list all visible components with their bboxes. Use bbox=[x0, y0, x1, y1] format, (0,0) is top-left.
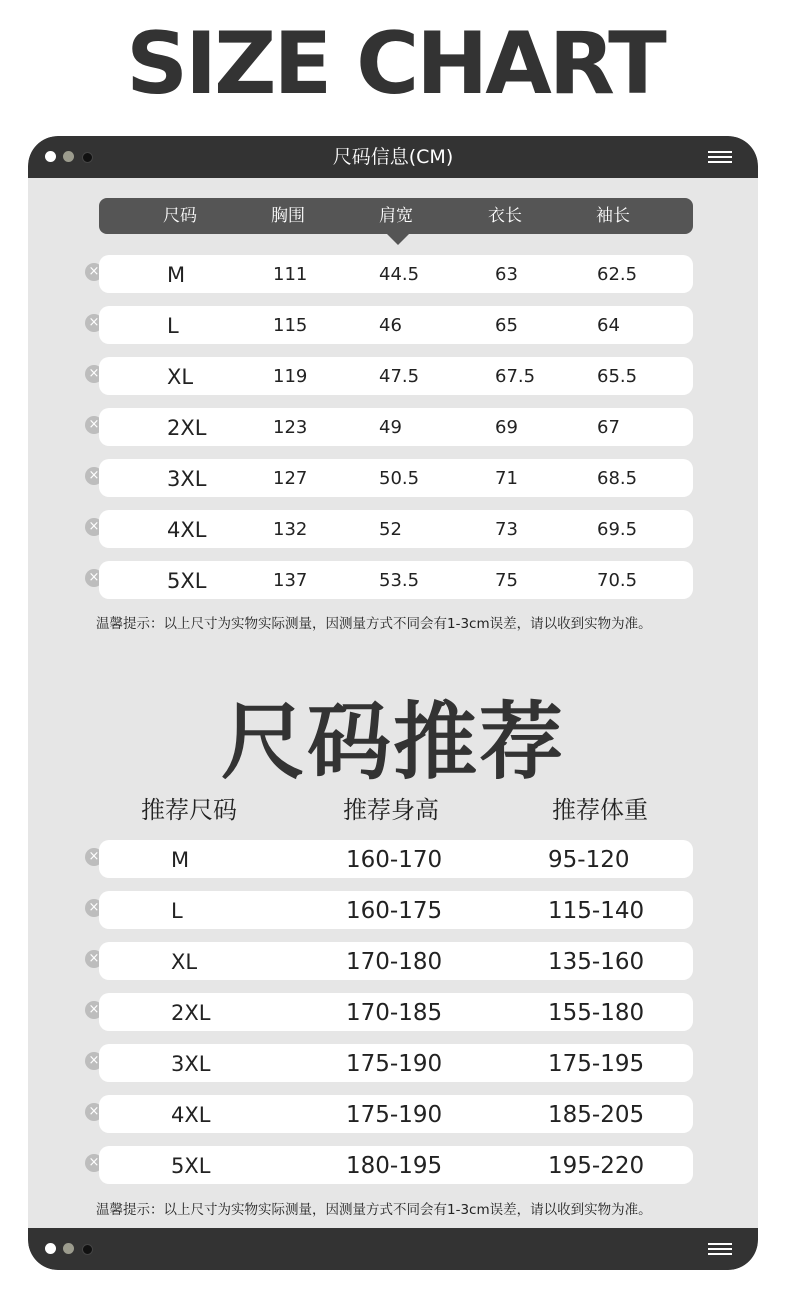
top-bar bbox=[28, 136, 758, 178]
cell-size: 2XL bbox=[167, 416, 207, 440]
rec-cell-weight: 185-205 bbox=[548, 1102, 645, 1128]
rec-header-weight: 推荐体重 bbox=[552, 796, 648, 824]
size-table-row bbox=[99, 255, 693, 293]
rec-cell-size: 2XL bbox=[171, 1001, 211, 1025]
cell-chest: 123 bbox=[273, 417, 308, 438]
size-table-row bbox=[99, 561, 693, 599]
cell-chest: 132 bbox=[273, 519, 308, 540]
window-dot-gray bbox=[63, 1243, 74, 1254]
cell-shoulder: 49 bbox=[379, 417, 402, 438]
cell-chest: 119 bbox=[273, 366, 308, 387]
bottom-bar bbox=[28, 1228, 758, 1270]
cell-chest: 111 bbox=[273, 264, 308, 285]
cell-shoulder: 44.5 bbox=[379, 264, 420, 285]
size-table-row bbox=[99, 408, 693, 446]
cell-shoulder: 50.5 bbox=[379, 468, 420, 489]
rec-cell-size: 3XL bbox=[171, 1052, 211, 1076]
header-chest: 胸围 bbox=[271, 206, 305, 226]
rec-cell-weight: 175-195 bbox=[548, 1051, 645, 1077]
rec-cell-height: 175-190 bbox=[346, 1102, 443, 1128]
recommend-tip: 温馨提示：以上尺寸为实物实际测量，因测量方式不同会有1-3cm误差，请以收到实物为准。 bbox=[96, 1202, 652, 1218]
close-circle-icon[interactable]: × bbox=[85, 263, 103, 281]
size-table-row bbox=[99, 306, 693, 344]
rec-cell-height: 175-190 bbox=[346, 1051, 443, 1077]
cell-sleeve: 64 bbox=[597, 315, 620, 336]
window-dot-black bbox=[82, 1244, 93, 1255]
rec-cell-size: L bbox=[171, 899, 183, 923]
recommend-row bbox=[99, 942, 693, 980]
size-table-header bbox=[99, 198, 693, 234]
close-circle-icon[interactable]: × bbox=[85, 899, 103, 917]
top-bar-title: 尺码信息(CM) bbox=[332, 146, 454, 168]
recommend-row bbox=[99, 1095, 693, 1133]
close-circle-icon[interactable]: × bbox=[85, 365, 103, 383]
cell-sleeve: 70.5 bbox=[597, 570, 638, 591]
header-length: 衣长 bbox=[488, 206, 522, 226]
close-circle-icon[interactable]: × bbox=[85, 848, 103, 866]
cell-sleeve: 68.5 bbox=[597, 468, 638, 489]
close-circle-icon[interactable]: × bbox=[85, 1154, 103, 1172]
cell-shoulder: 52 bbox=[379, 519, 402, 540]
cell-chest: 137 bbox=[273, 570, 308, 591]
rec-cell-height: 160-170 bbox=[346, 847, 443, 873]
cell-shoulder: 47.5 bbox=[379, 366, 420, 387]
cell-sleeve: 67 bbox=[597, 417, 620, 438]
window-dot-white bbox=[45, 1243, 56, 1254]
recommend-title: 尺码推荐 bbox=[220, 693, 565, 791]
size-chart-panel bbox=[28, 136, 758, 1270]
rec-header-size: 推荐尺码 bbox=[141, 796, 237, 824]
header-shoulder: 肩宽 bbox=[379, 206, 413, 226]
recommend-row bbox=[99, 891, 693, 929]
cell-size: L bbox=[167, 314, 179, 338]
rec-cell-height: 160-175 bbox=[346, 898, 443, 924]
header-pointer bbox=[386, 233, 410, 245]
close-circle-icon[interactable]: × bbox=[85, 950, 103, 968]
cell-length: 65 bbox=[495, 315, 518, 336]
cell-size: 4XL bbox=[167, 518, 207, 542]
size-table-row bbox=[99, 510, 693, 548]
cell-chest: 115 bbox=[273, 315, 308, 336]
close-circle-icon[interactable]: × bbox=[85, 569, 103, 587]
cell-sleeve: 62.5 bbox=[597, 264, 638, 285]
recommend-row bbox=[99, 1146, 693, 1184]
cell-chest: 127 bbox=[273, 468, 308, 489]
cell-shoulder: 53.5 bbox=[379, 570, 420, 591]
cell-shoulder: 46 bbox=[379, 315, 402, 336]
close-circle-icon[interactable]: × bbox=[85, 314, 103, 332]
rec-cell-height: 170-185 bbox=[346, 1000, 443, 1026]
recommend-row bbox=[99, 840, 693, 878]
cell-size: M bbox=[167, 263, 186, 287]
header-size: 尺码 bbox=[163, 206, 197, 226]
cell-sleeve: 69.5 bbox=[597, 519, 638, 540]
rec-cell-weight: 135-160 bbox=[548, 949, 645, 975]
cell-length: 75 bbox=[495, 570, 518, 591]
header-sleeve: 袖长 bbox=[596, 206, 630, 226]
close-circle-icon[interactable]: × bbox=[85, 467, 103, 485]
rec-cell-size: M bbox=[171, 848, 190, 872]
cell-length: 71 bbox=[495, 468, 518, 489]
cell-size: 5XL bbox=[167, 569, 207, 593]
cell-length: 63 bbox=[495, 264, 518, 285]
rec-cell-size: XL bbox=[171, 950, 198, 974]
size-table-row bbox=[99, 459, 693, 497]
recommend-row bbox=[99, 993, 693, 1031]
cell-length: 69 bbox=[495, 417, 518, 438]
size-tip: 温馨提示：以上尺寸为实物实际测量，因测量方式不同会有1-3cm误差，请以收到实物为准。 bbox=[96, 616, 652, 632]
recommend-row bbox=[99, 1044, 693, 1082]
close-circle-icon[interactable]: × bbox=[85, 416, 103, 434]
cell-sleeve: 65.5 bbox=[597, 366, 638, 387]
page-title: SIZE CHART bbox=[126, 14, 664, 114]
rec-cell-size: 4XL bbox=[171, 1103, 211, 1127]
hamburger-menu-icon[interactable] bbox=[708, 1243, 732, 1255]
rec-header-height: 推荐身高 bbox=[343, 796, 439, 824]
close-circle-icon[interactable]: × bbox=[85, 1103, 103, 1121]
cell-size: XL bbox=[167, 365, 194, 389]
close-circle-icon[interactable]: × bbox=[85, 1052, 103, 1070]
cell-length: 73 bbox=[495, 519, 518, 540]
size-table-row bbox=[99, 357, 693, 395]
cell-length: 67.5 bbox=[495, 366, 536, 387]
rec-cell-size: 5XL bbox=[171, 1154, 211, 1178]
rec-cell-weight: 155-180 bbox=[548, 1000, 645, 1026]
rec-cell-height: 180-195 bbox=[346, 1153, 443, 1179]
close-circle-icon[interactable]: × bbox=[85, 1001, 103, 1019]
rec-cell-weight: 115-140 bbox=[548, 898, 645, 924]
cell-size: 3XL bbox=[167, 467, 207, 491]
close-circle-icon[interactable]: × bbox=[85, 518, 103, 536]
rec-cell-weight: 95-120 bbox=[548, 847, 630, 873]
rec-cell-height: 170-180 bbox=[346, 949, 443, 975]
rec-cell-weight: 195-220 bbox=[548, 1153, 645, 1179]
hamburger-menu-icon[interactable] bbox=[708, 151, 732, 163]
